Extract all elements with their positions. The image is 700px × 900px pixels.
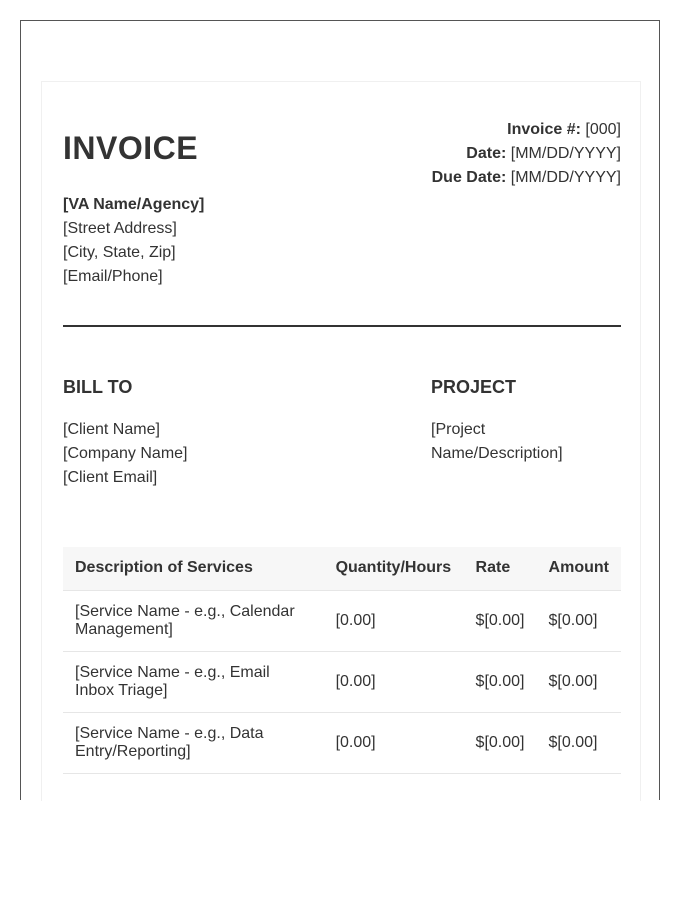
client-email: [Client Email] bbox=[63, 469, 158, 486]
invoice-number-label: Invoice #: bbox=[507, 121, 581, 138]
invoice-content bbox=[63, 82, 621, 760]
invoice-due-date-label: Due Date: bbox=[431, 169, 507, 186]
service-rate: $[0.00] bbox=[464, 651, 537, 712]
invoice-card bbox=[41, 81, 641, 801]
service-rate: $[0.00] bbox=[464, 590, 537, 651]
sender-city: [City, State, Zip] bbox=[63, 244, 176, 261]
invoice-date-value: [MM/DD/YYYY] bbox=[510, 145, 621, 162]
invoice-number-value: [000] bbox=[585, 121, 621, 138]
sender-contact: [Email/Phone] bbox=[63, 268, 163, 285]
invoice-number-line bbox=[432, 118, 621, 142]
sender-name: [VA Name/Agency] bbox=[63, 196, 205, 213]
service-quantity: [0.00] bbox=[324, 590, 464, 651]
column-header-amount: Amount bbox=[537, 547, 621, 590]
bill-to-lines bbox=[63, 418, 188, 490]
service-amount: $[0.00] bbox=[537, 590, 621, 651]
service-description: [Service Name - e.g., Calendar Management] bbox=[63, 590, 324, 651]
column-header-rate: Rate bbox=[464, 547, 537, 590]
service-quantity: [0.00] bbox=[324, 712, 464, 773]
project-description: [Project Name/Description] bbox=[431, 421, 563, 462]
invoice-due-date-line bbox=[432, 166, 621, 190]
service-amount: $[0.00] bbox=[537, 712, 621, 773]
service-description: [Service Name - e.g., Email Inbox Triage] bbox=[63, 651, 324, 712]
sender-address bbox=[63, 193, 204, 289]
page-frame bbox=[20, 20, 660, 800]
service-amount: $[0.00] bbox=[537, 651, 621, 712]
bill-to-heading: BILL TO bbox=[63, 377, 133, 397]
services-table bbox=[63, 547, 621, 774]
header-divider bbox=[63, 325, 621, 327]
invoice-due-date-value: [MM/DD/YYYY] bbox=[510, 169, 621, 186]
table-row bbox=[63, 712, 621, 773]
table-row bbox=[63, 590, 621, 651]
sender-street: [Street Address] bbox=[63, 220, 177, 237]
table-header-row bbox=[63, 547, 621, 590]
invoice-date-label: Date: bbox=[466, 145, 507, 162]
company-name: [Company Name] bbox=[63, 445, 188, 462]
invoice-header bbox=[63, 82, 621, 327]
project-block bbox=[431, 375, 621, 466]
invoice-title: INVOICE bbox=[63, 130, 199, 166]
billing-section bbox=[63, 375, 621, 505]
project-lines bbox=[431, 418, 621, 466]
table-row bbox=[63, 651, 621, 712]
service-quantity: [0.00] bbox=[324, 651, 464, 712]
service-rate: $[0.00] bbox=[464, 712, 537, 773]
column-header-description: Description of Services bbox=[63, 547, 324, 590]
bill-to-block bbox=[63, 375, 188, 490]
service-description: [Service Name - e.g., Data Entry/Reporting] bbox=[63, 712, 324, 773]
column-header-quantity: Quantity/Hours bbox=[324, 547, 464, 590]
invoice-date-line bbox=[432, 142, 621, 166]
project-heading: PROJECT bbox=[431, 377, 517, 397]
client-name: [Client Name] bbox=[63, 421, 160, 438]
invoice-meta bbox=[432, 118, 621, 190]
